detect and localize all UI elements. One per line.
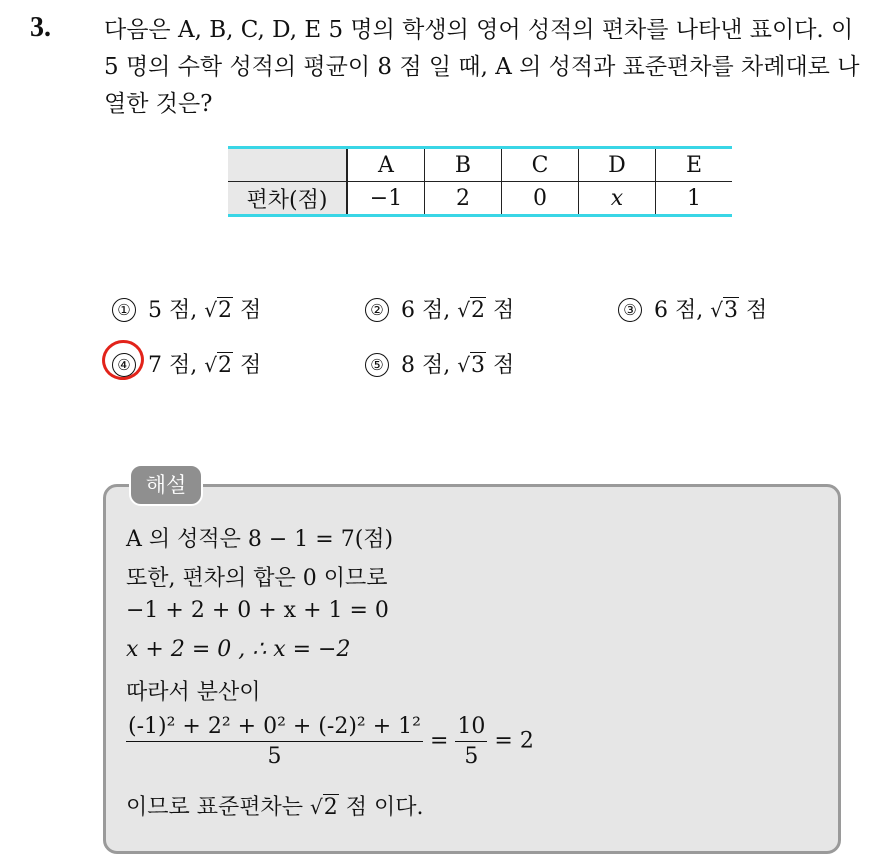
choice-number: ⑤	[365, 353, 389, 377]
solution-line-2: 또한, 편차의 합은 0 이므로	[126, 566, 388, 591]
choice-unit: 점	[240, 353, 262, 378]
fraction-denominator: 5	[464, 744, 479, 769]
simplified-fraction	[455, 714, 487, 769]
table-header-row	[228, 148, 732, 182]
sqrt-value: 2	[218, 298, 232, 323]
fraction-numerator: 10	[455, 714, 487, 742]
solution-tab: 해설	[129, 464, 203, 506]
choice-2[interactable]	[365, 293, 514, 324]
table-value-cell: 2	[425, 182, 502, 216]
sqrt-value: 3	[724, 298, 738, 323]
solution-conclusion	[126, 790, 424, 821]
table-header-cell: C	[502, 148, 579, 182]
table-header-cell: A	[347, 148, 425, 182]
table-value-cell: 1	[656, 182, 733, 216]
table-value-cell: −1	[347, 182, 425, 216]
choice-score: 8 점,	[401, 353, 451, 378]
question-number: 3.	[30, 12, 51, 43]
table-value-row	[228, 182, 732, 216]
choice-number: ④	[112, 353, 136, 377]
choice-5[interactable]	[365, 348, 514, 379]
fraction-denominator: 5	[267, 744, 282, 769]
sqrt: √2	[310, 795, 338, 820]
variance-fraction	[126, 714, 423, 769]
choice-score: 7 점,	[148, 353, 198, 378]
sqrt-value: 3	[471, 353, 485, 378]
deviation-table	[228, 146, 732, 217]
sqrt-value: 2	[471, 298, 485, 323]
choice-1[interactable]	[112, 293, 261, 324]
table-header-cell: E	[656, 148, 733, 182]
table-value-cell: x	[579, 182, 656, 216]
choice-score: 5 점,	[148, 298, 198, 323]
question-text: 다음은 A, B, C, D, E 5 명의 학생의 영어 성적의 편차를 나타낸 표이다. 이 5 명의 수학 성적의 평균이 8 점 일 때, A 의 성적과 표준편차를 차례대로 나열한 것은?	[104, 17, 860, 117]
table-row-label: 편차(점)	[228, 182, 347, 216]
choice-3[interactable]	[618, 293, 767, 324]
sqrt: √2	[457, 298, 485, 323]
sqrt: √3	[457, 353, 485, 378]
choice-number: ①	[112, 298, 136, 322]
choice-unit: 점	[493, 298, 515, 323]
table-header-cell: D	[579, 148, 656, 182]
sqrt: √2	[204, 298, 232, 323]
sqrt-value: 2	[218, 353, 232, 378]
sqrt-value: 2	[323, 795, 338, 820]
table-value-cell: 0	[502, 182, 579, 216]
choice-unit: 점	[240, 298, 262, 323]
solution-line-5: 따라서 분산이	[126, 680, 261, 705]
equals-sign: =	[429, 728, 449, 754]
choice-score: 6 점,	[654, 298, 704, 323]
solution-line-4: x + 2 = 0 , ∴ x = −2	[126, 637, 351, 662]
sqrt: √3	[710, 298, 738, 323]
equals-result: = 2	[494, 728, 534, 754]
choice-number: ③	[618, 298, 642, 322]
conclusion-prefix: 이므로 표준편차는	[126, 795, 304, 820]
conclusion-suffix: 점 이다.	[345, 795, 424, 820]
table-corner	[228, 148, 347, 182]
choice-unit: 점	[746, 298, 768, 323]
choice-score: 6 점,	[401, 298, 451, 323]
sqrt: √2	[204, 353, 232, 378]
solution-line-3: −1 + 2 + 0 + x + 1 = 0	[126, 598, 389, 623]
choice-number: ②	[365, 298, 389, 322]
variance-equation	[126, 714, 534, 769]
solution-line-1: A 의 성적은 8 − 1 = 7(점)	[126, 527, 394, 552]
choice-unit: 점	[493, 353, 515, 378]
fraction-numerator: (-1)² + 2² + 0² + (-2)² + 1²	[126, 714, 423, 742]
table-header-cell: B	[425, 148, 502, 182]
